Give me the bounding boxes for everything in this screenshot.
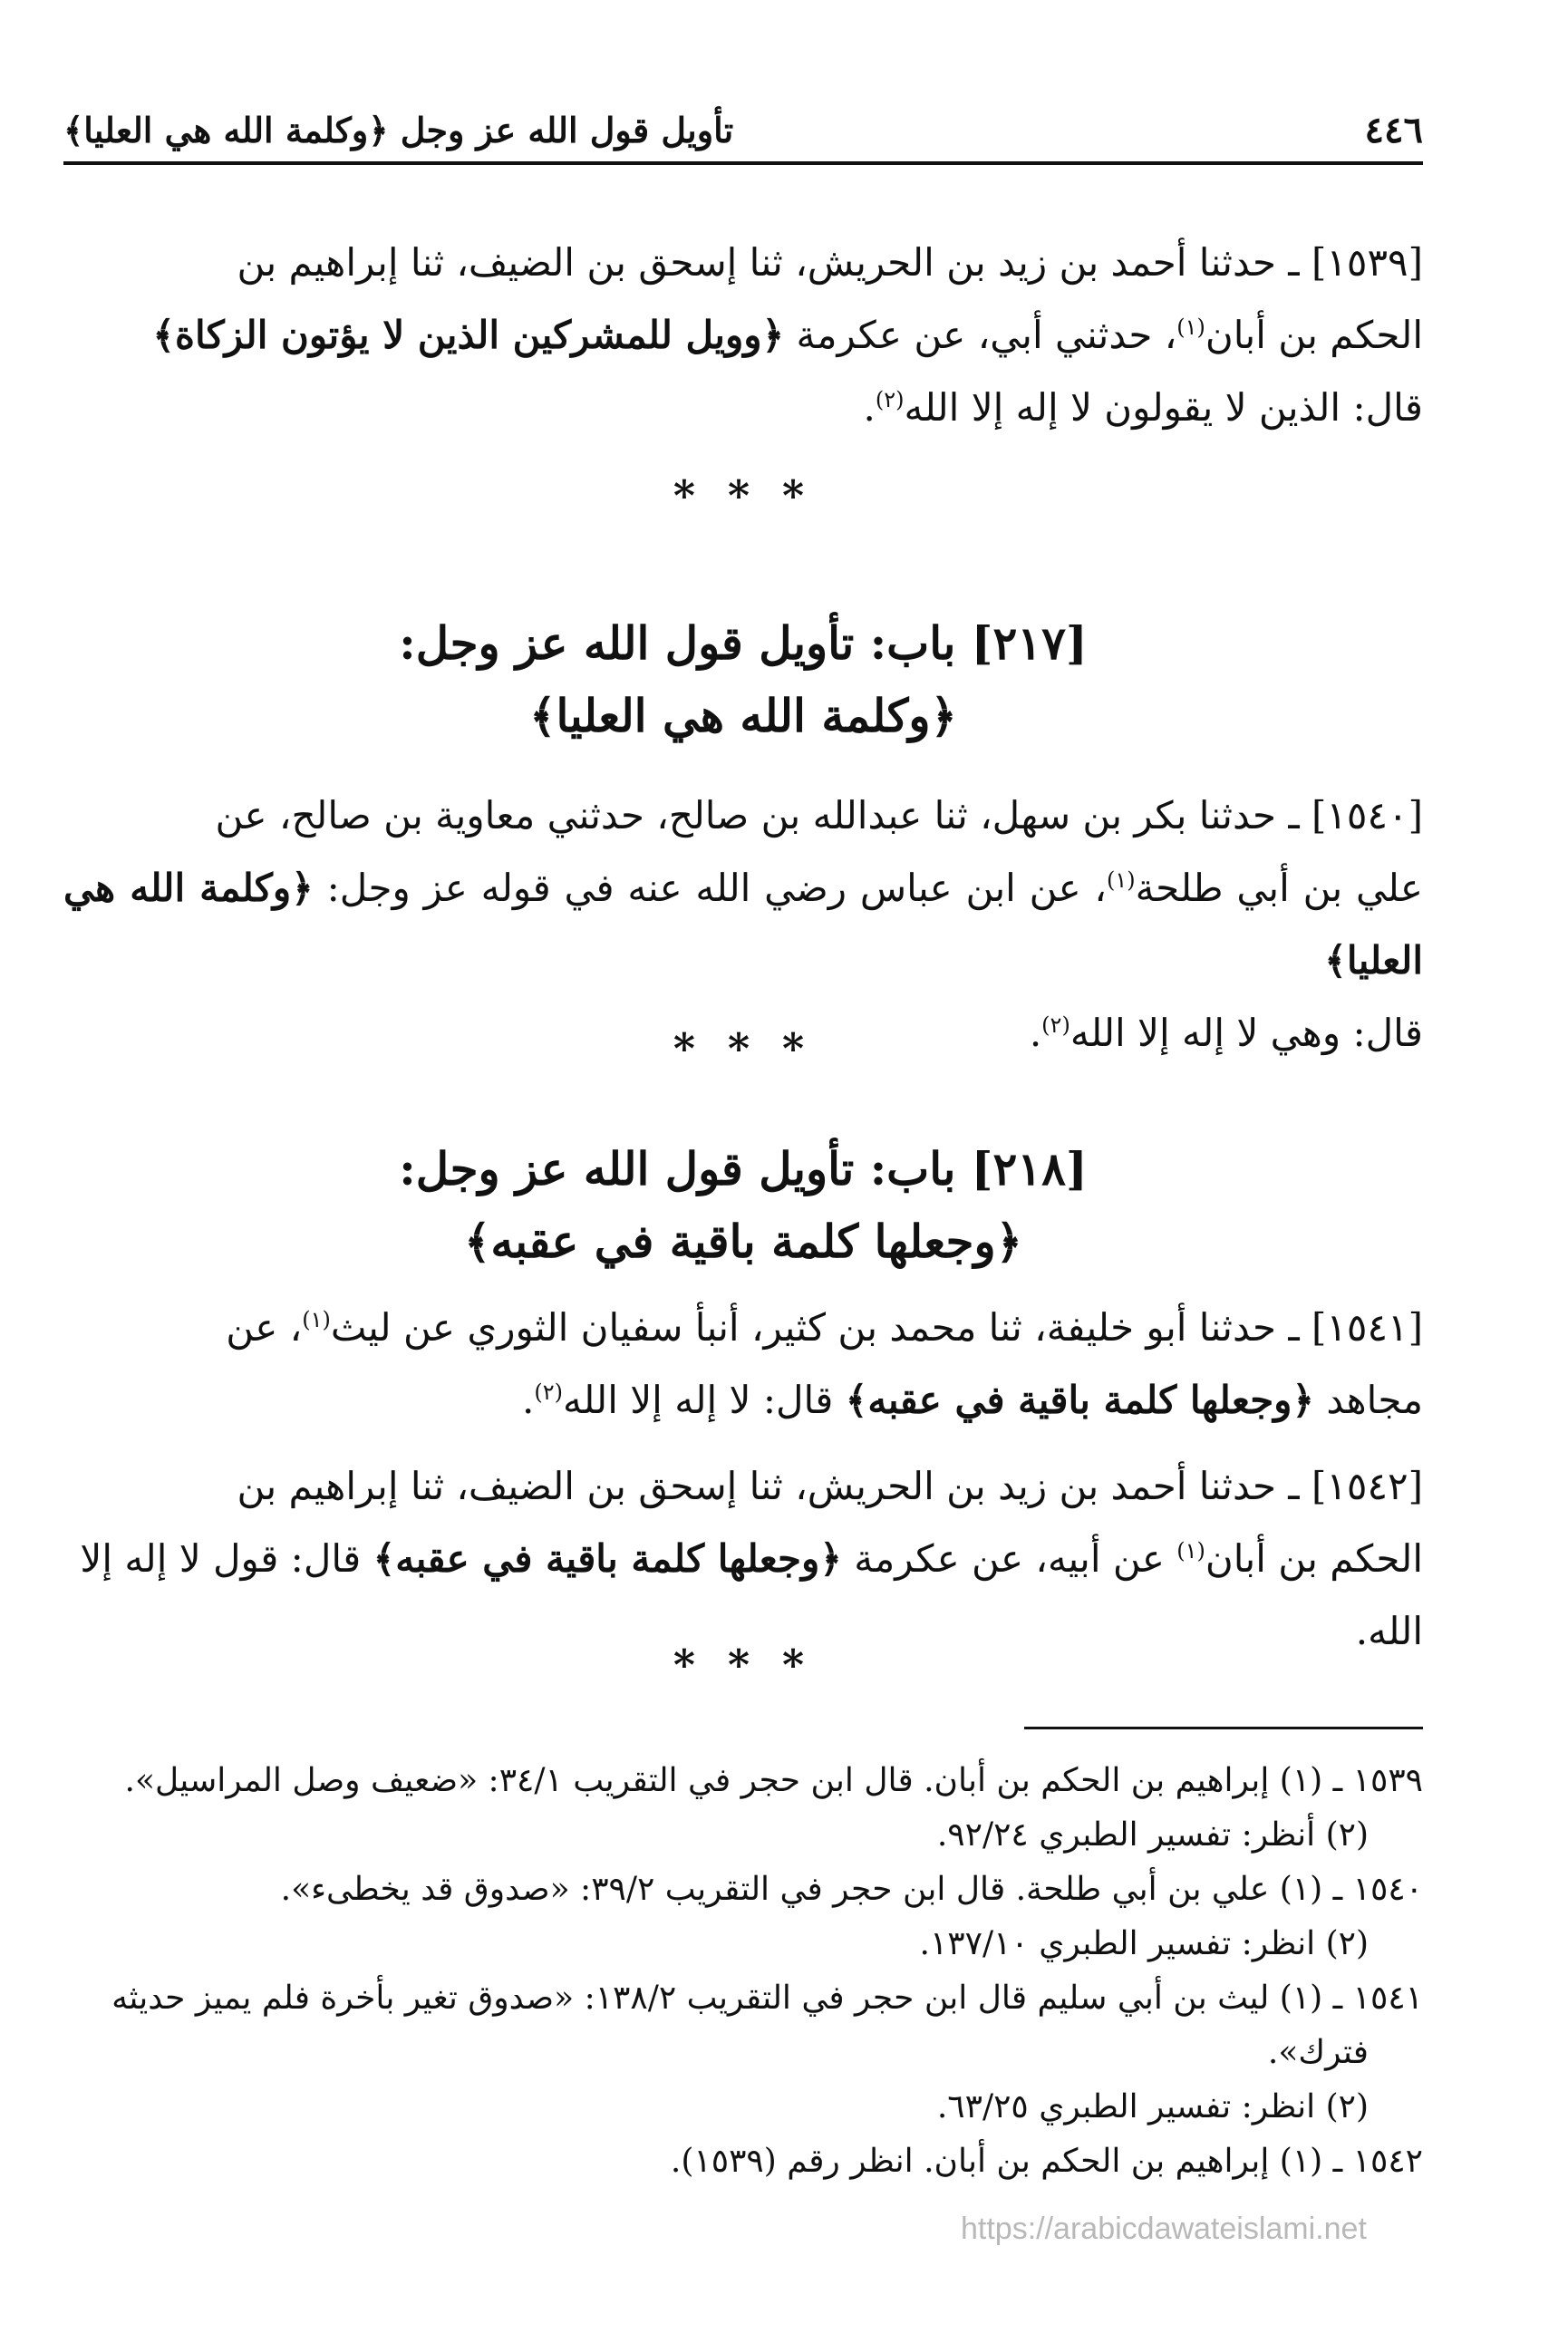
running-title: تأويل قول الله عز وجل ﴿وكلمة الله هي العليا﴾ (63, 109, 734, 150)
entry-number: [١٥٤٠] (1311, 793, 1423, 837)
entry-number: [١٥٤١] (1311, 1305, 1423, 1350)
section-separator: * * * (673, 471, 814, 520)
footnote: ١٥٣٩ ـ (١) إبراهيم بن الحكم بن أبان. قال ابن حجر في التقريب ٣٤/١: «ضعيف وصل المراسيل». (124, 1762, 1423, 1799)
footnote-ref: (١) (1107, 867, 1136, 893)
entry-line: الحكم بن أبان$^{(١)}$ عن أبيه، عن عكرمة ﴿وجعلها كلمة باقية في عقبه﴾ قال: قول لا إله إلا (80, 1536, 1423, 1581)
running-header (63, 98, 1423, 165)
footnote: ١٥٤٢ ـ (١) إبراهيم بن الحكم بن أبان. انظر رقم (١٥٣٩). (670, 2143, 1423, 2180)
entry-line: الحكم بن أبان$^{(١)}$، حدثني أبي، عن عكرمة ﴿وويل للمشركين الذين لا يؤتون الزكاة﴾ (152, 313, 1423, 357)
entry-number: [١٥٤٢] (1311, 1464, 1423, 1508)
footnote-ref: (١) (1176, 315, 1205, 340)
page-number: ٤٤٦ (1364, 108, 1423, 151)
entry-line: علي بن أبي طلحة$^{(١)}$، عن ابن عباس رضي الله عنه في قوله عز وجل: ﴿وكلمة الله هي العليا﴾ (63, 866, 1423, 983)
entry-line: الله. (1355, 1609, 1423, 1653)
entry-line: قال: وهي لا إله إلا الله$^{(٢)}$. (1029, 1011, 1423, 1055)
footnote-ref: (١) (1176, 1538, 1205, 1564)
entry-line: [١٥٤١] ـ حدثنا أبو خليفة، ثنا محمد بن كثير، أنبأ سفيان الثوري عن ليث$^{(١)}$، عن (226, 1305, 1423, 1350)
chapter-verse: ﴿وكلمة الله هي العليا﴾ (529, 689, 957, 742)
footnote-ref: (٢) (1041, 1012, 1070, 1038)
footnote: (٢) انظر: تفسير الطبري ١٣٧/١٠. (919, 1925, 1369, 1962)
quran-verse: ﴿وويل للمشركين الذين لا يؤتون الزكاة﴾ (152, 313, 785, 357)
chapter-verse: ﴿وجعلها كلمة باقية في عقبه﴾ (464, 1215, 1022, 1268)
watermark: https://arabicdawateislami.net (961, 2212, 1367, 2246)
quran-verse: ﴿وجعلها كلمة باقية في عقبه﴾ (845, 1378, 1315, 1422)
entry-line: [١٥٤٢] ـ حدثنا أحمد بن زيد بن الحريش، ثنا إسحق بن الضيف، ثنا إبراهيم بن (237, 1464, 1423, 1508)
footnote-continuation: فترك». (1267, 2034, 1369, 2071)
footnote: ١٥٤١ ـ (١) ليث بن أبي سليم قال ابن حجر في التقريب ١٣٨/٢: «صدوق تغير بأخرة فلم يميز حديثه (111, 1980, 1423, 2017)
footnote: ١٥٤٠ ـ (١) علي بن أبي طلحة. قال ابن حجر في التقريب ٣٩/٢: «صدوق قد يخطىء». (280, 1871, 1423, 1908)
footnote-ref: (١) (302, 1307, 331, 1332)
chapter-heading-218 (63, 1133, 1423, 1278)
quran-verse: ﴿وجعلها كلمة باقية في عقبه﴾ (373, 1536, 842, 1581)
footnote-divider (1024, 1727, 1423, 1729)
footnote: (٢) أنظر: تفسير الطبري ٩٢/٢٤. (936, 1816, 1369, 1854)
book-page (63, 0, 1423, 2343)
footnote-ref: (٢) (875, 387, 905, 412)
quran-verse: ﴿وكلمة الله هي العليا﴾ (63, 866, 1423, 983)
entry-line: قال: الذين لا يقولون لا إله إلا الله$^{(٢)}$. (863, 385, 1423, 430)
chapter-heading-217 (63, 607, 1423, 752)
entry-number: [١٥٣٩] (1311, 240, 1423, 285)
chapter-title: [٢١٧] باب: تأويل قول الله عز وجل: (399, 616, 1088, 670)
entry-line: مجاهد ﴿وجعلها كلمة باقية في عقبه﴾ قال: لا إله إلا الله$^{(٢)}$. (521, 1378, 1423, 1422)
footnote-ref: (٢) (534, 1380, 563, 1405)
section-separator: * * * (673, 1641, 814, 1689)
section-separator: * * * (673, 1024, 814, 1073)
footnotes (63, 1754, 1423, 2189)
entry-line: [١٥٤٠] ـ حدثنا بكر بن سهل، ثنا عبدالله بن صالح، حدثني معاوية بن صالح، عن (215, 793, 1423, 837)
chapter-title: [٢١٨] باب: تأويل قول الله عز وجل: (399, 1142, 1088, 1196)
footnote: (٢) انظر: تفسير الطبري ٦٣/٢٥. (936, 2088, 1369, 2125)
hadith-entry-1541 (63, 1292, 1423, 1437)
hadith-entry-1542 (63, 1450, 1423, 1668)
hadith-entry-1539 (63, 227, 1423, 444)
entry-line: [١٥٣٩] ـ حدثنا أحمد بن زيد بن الحريش، ثنا إسحق بن الضيف، ثنا إبراهيم بن (237, 240, 1423, 285)
